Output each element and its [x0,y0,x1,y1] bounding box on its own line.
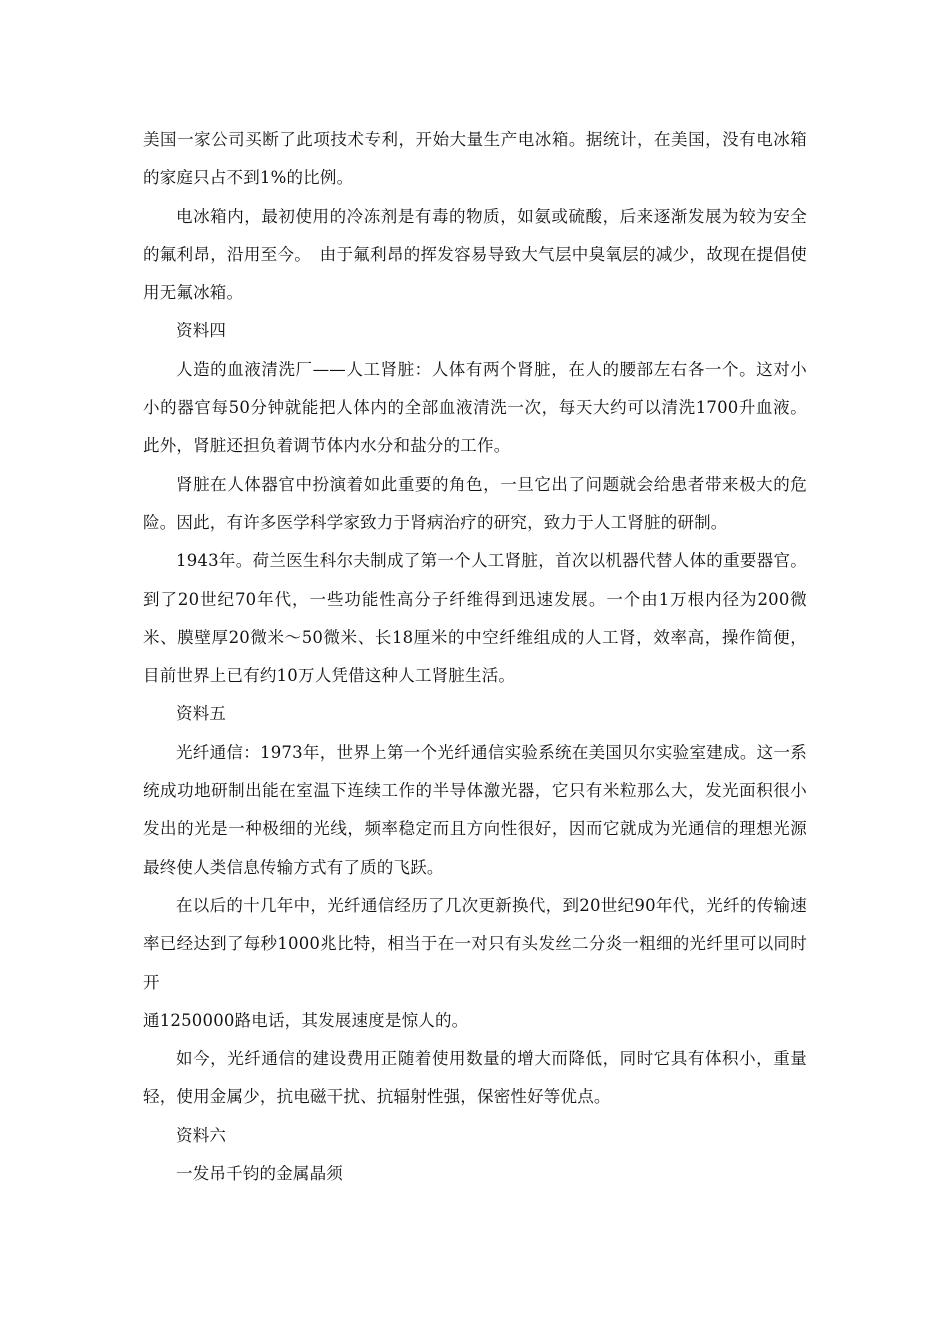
heading-material-five: 资料五 [176,704,227,724]
paragraph-metal-whiskers: 一发吊千钧的金属晶须 [176,1164,343,1184]
heading-material-six: 资料六 [176,1125,227,1145]
paragraph-fiber-optic-intro: 光纤通信：1973年，世界上第一个光纤通信实验系统在美国贝尔实验室建成。这一系统成功地研制出能在室温下连续工作的半导体激光器，它只有米粒那么大，发光面积很小发出的光是一种极细的光线，频率稳定而且方向性很好，因而它就成为光通信的理想光源最终使人类信息传输方式有了质的飞跃。 [143,742,807,877]
paragraph-kidney-history: 1943年。荷兰医生科尔夫制成了第一个人工肾脏，首次以机器代替人体的重要器官。到了20世纪70年代，一些功能性高分子纤维得到迅速发展。一个由1万根内径为200微米、膜壁厚20微米～50微米、长18厘米的中空纤维组成的人工肾，效率高，操作简便，目前世界上已有约10万人凭借这种人工肾脏生活。 [143,551,807,686]
paragraph-refrigerator-patent: 美国一家公司买断了此项技术专利，开始大量生产电冰箱。据统计，在美国，没有电冰箱的家庭只占不到1%的比例。 [143,130,807,188]
paragraph-refrigerant: 电冰箱内，最初使用的冷冻剂是有毒的物质，如氨或硫酸，后来逐渐发展为较为安全的氟利昂，沿用至今。 由于氟利昂的挥发容易导致大气层中臭氧层的减少，故现在提倡使用无氟冰箱。 [143,206,807,303]
paragraph-kidney-importance: 肾脏在人体器官中扮演着如此重要的角色，一旦它出了问题就会给患者带来极大的危险。因此，有许多医学科学家致力于肾病治疗的研究，致力于人工肾脏的研制。 [143,474,807,532]
heading-material-four: 资料四 [176,321,227,341]
paragraph-artificial-kidney-intro: 人造的血液清洗厂——人工肾脏：人体有两个肾脏，在人的腰部左右各一个。这对小小的器官每50分钟就能把人体内的全部血液清洗一次，每天大约可以清洗1700升血液。此外，肾脏还担负着调节体内水分和盐分的工作。 [143,359,807,456]
document-body [143,121,807,1193]
paragraph-fiber-optic-continuation: 通1250000路电话，其发展速度是惊人的。 [143,1010,469,1030]
paragraph-fiber-optic-development: 在以后的十几年中，光纤通信经历了几次更新换代，到20世纪90年代，光纤的传输速率已经达到了每秒1000兆比特，相当于在一对只有头发丝二分炎一粗细的光纤里可以同时开 [143,895,807,992]
paragraph-fiber-optic-advantages: 如今，光纤通信的建设费用正随着使用数量的增大而降低，同时它具有体积小，重量轻，使用金属少，抗电磁干扰、抗辐射性强，保密性好等优点。 [143,1049,807,1107]
